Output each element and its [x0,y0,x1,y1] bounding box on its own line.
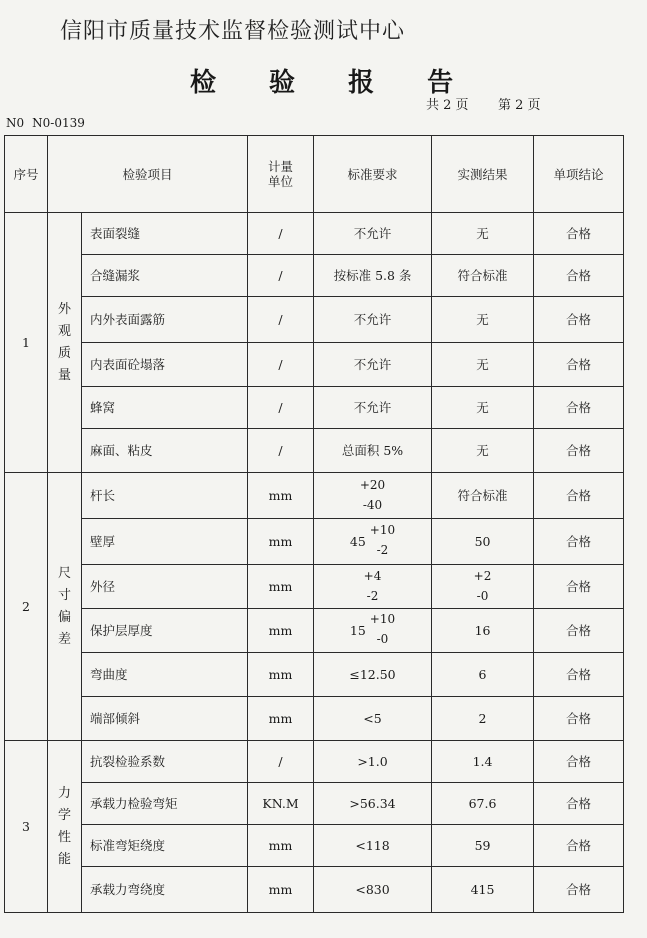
result-cell: 415 [432,867,534,913]
standard-cell: <118 [314,825,432,867]
item-name: 标准弯矩绕度 [82,825,248,867]
header-conclusion: 单项结论 [534,136,624,213]
unit-cell: / [248,343,314,387]
result-cell-lower: -0 [476,588,489,603]
item-name: 抗裂检验系数 [82,741,248,783]
conclusion-cell: 合格 [534,825,624,867]
standard-cell-lower: -2 [376,542,389,557]
item-name: 表面裂缝 [82,213,248,255]
page-number: 第 2 页 [498,98,541,113]
standard-cell-lower: -0 [376,631,389,646]
result-cell: 59 [432,825,534,867]
unit-cell: mm [248,867,314,913]
group-category-text: 尺寸偏差 [57,565,71,647]
standard-cell-upper: +20 [359,477,386,492]
standard-cell: 总面积 5% [314,429,432,473]
group-category [48,473,82,741]
result-cell: 无 [432,429,534,473]
item-name: 蜂窝 [82,387,248,429]
result-cell: 50 [432,519,534,565]
result-cell: 无 [432,213,534,255]
header-item: 检验项目 [48,136,248,213]
standard-cell-lower: -2 [366,588,379,603]
table-row [5,565,624,609]
item-name: 内外表面露筋 [82,297,248,343]
item-name: 承载力弯绕度 [82,867,248,913]
conclusion-cell: 合格 [534,741,624,783]
item-name: 承载力检验弯矩 [82,783,248,825]
result-cell: 16 [432,609,534,653]
unit-cell: / [248,741,314,783]
result-cell: 无 [432,343,534,387]
group-category-text: 外观质量 [57,301,71,383]
group-seq: 1 [5,213,48,473]
standard-cell-limits [370,613,395,649]
group-category [48,213,82,473]
result-cell: 1.4 [432,741,534,783]
table-body [5,213,624,913]
table-row [5,343,624,387]
standard-cell: 不允许 [314,387,432,429]
header-unit: 计量单位 [248,136,314,213]
item-name: 弯曲度 [82,653,248,697]
conclusion-cell: 合格 [534,867,624,913]
conclusion-cell: 合格 [534,473,624,519]
item-name: 保护层厚度 [82,609,248,653]
header-standard: 标准要求 [314,136,432,213]
item-name: 内表面砼塌落 [82,343,248,387]
table-row [5,255,624,297]
conclusion-cell: 合格 [534,565,624,609]
conclusion-cell: 合格 [534,213,624,255]
table-row [5,297,624,343]
table-row [5,653,624,697]
conclusion-cell: 合格 [534,343,624,387]
page-count: 共 2 页 [426,98,469,113]
result-cell: 符合标准 [432,473,534,519]
unit-cell: mm [248,519,314,565]
standard-cell: <5 [314,697,432,741]
standard-cell-limits [364,570,382,606]
standard-cell: 不允许 [314,297,432,343]
conclusion-cell: 合格 [534,387,624,429]
result-cell [432,565,534,609]
standard-cell: 不允许 [314,343,432,387]
unit-cell: / [248,429,314,473]
unit-cell: mm [248,825,314,867]
unit-cell: mm [248,653,314,697]
standard-cell: 不允许 [314,213,432,255]
result-cell: 无 [432,387,534,429]
conclusion-cell: 合格 [534,653,624,697]
standard-cell-tolerance [360,479,385,515]
standard-cell-limits [360,479,385,515]
item-name: 杆长 [82,473,248,519]
unit-cell: / [248,255,314,297]
standard-cell-tolerance [364,570,382,606]
unit-cell: / [248,387,314,429]
standard-cell: >1.0 [314,741,432,783]
table-header-row [5,136,624,213]
table-row [5,783,624,825]
standard-cell: >56.34 [314,783,432,825]
conclusion-cell: 合格 [534,297,624,343]
item-name: 端部倾斜 [82,697,248,741]
conclusion-cell: 合格 [534,697,624,741]
group-category-text: 力学性能 [57,785,71,867]
result-cell-upper: +2 [473,568,492,583]
table-row [5,741,624,783]
header-seq: 序号 [5,136,48,213]
standard-cell: ≤12.50 [314,653,432,697]
unit-cell: mm [248,565,314,609]
standard-cell-lower: -40 [362,497,383,512]
standard-cell-tolerance [350,524,395,560]
center-name: 信阳市质量技术监督检验测试中心 [60,19,406,44]
report-title: 检 验 报 告 [190,68,476,98]
header-result: 实测结果 [432,136,534,213]
unit-cell: mm [248,609,314,653]
unit-cell: mm [248,697,314,741]
table-row [5,609,624,653]
standard-cell [314,473,432,519]
group-category [48,741,82,913]
standard-cell-upper: +10 [369,611,396,626]
result-cell: 符合标准 [432,255,534,297]
item-name: 麻面、粘皮 [82,429,248,473]
standard-cell-upper: +10 [369,522,396,537]
unit-cell: / [248,213,314,255]
standard-cell: 按标准 5.8 条 [314,255,432,297]
table-row [5,387,624,429]
standard-cell-upper: +4 [363,568,382,583]
result-cell: 6 [432,653,534,697]
standard-cell-base: 45 [349,534,366,549]
table-row [5,429,624,473]
document-number-label: N0 [6,116,25,130]
conclusion-cell: 合格 [534,519,624,565]
table-row [5,473,624,519]
table-row [5,519,624,565]
table-row [5,213,624,255]
item-name: 外径 [82,565,248,609]
result-cell: 无 [432,297,534,343]
group-seq: 3 [5,741,48,913]
table-row [5,867,624,913]
item-name: 合缝漏浆 [82,255,248,297]
conclusion-cell: 合格 [534,609,624,653]
inspection-table [4,135,624,913]
standard-cell [314,609,432,653]
conclusion-cell: 合格 [534,783,624,825]
conclusion-cell: 合格 [534,429,624,473]
standard-cell-limits [370,524,395,560]
conclusion-cell: 合格 [534,255,624,297]
standard-cell [314,565,432,609]
table-row [5,825,624,867]
standard-cell: <830 [314,867,432,913]
unit-cell: KN.M [248,783,314,825]
result-cell: 2 [432,697,534,741]
standard-cell-tolerance [350,613,395,649]
document-number [6,116,93,130]
result-cell: 67.6 [432,783,534,825]
table-row [5,697,624,741]
standard-cell-base: 15 [349,623,366,638]
unit-cell: mm [248,473,314,519]
result-cell-limits [474,570,492,606]
result-cell-tolerance [474,570,492,606]
document-number-value: N0-0139 [32,116,85,130]
unit-cell: / [248,297,314,343]
standard-cell [314,519,432,565]
item-name: 壁厚 [82,519,248,565]
group-seq: 2 [5,473,48,741]
